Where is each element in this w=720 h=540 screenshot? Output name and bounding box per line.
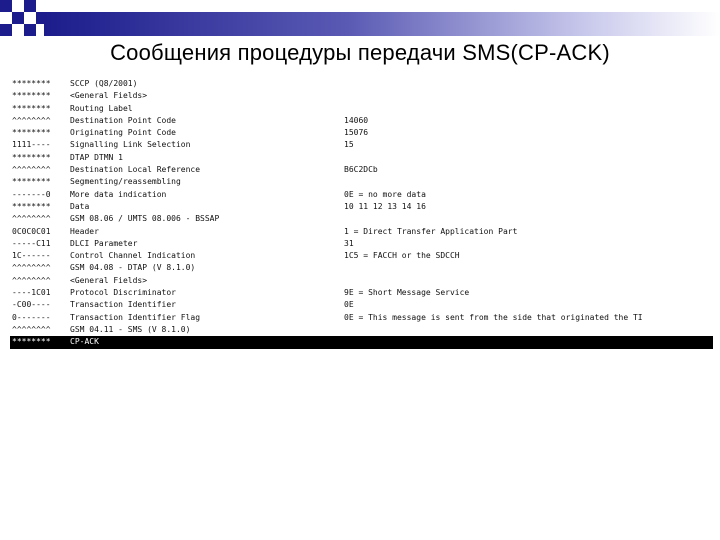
header-decoration: [0, 0, 720, 36]
trace-bits: ^^^^^^^^: [12, 214, 51, 224]
trace-bits: -----C11: [12, 238, 51, 248]
trace-bits: 1111----: [12, 140, 51, 150]
trace-bits: ********: [12, 337, 51, 347]
trace-field: Header: [70, 226, 99, 236]
trace-field: Transaction Identifier Flag: [70, 312, 201, 322]
trace-bits: ^^^^^^^^: [12, 165, 51, 175]
trace-row[interactable]: [10, 176, 713, 188]
trace-bits: ********: [12, 79, 51, 88]
trace-field: CP-ACK: [70, 337, 99, 347]
trace-row[interactable]: [10, 139, 713, 151]
trace-bits: 1C------: [12, 251, 51, 261]
trace-row[interactable]: [10, 262, 713, 274]
trace-bits: -------0: [12, 189, 51, 199]
trace-value: 15: [344, 140, 354, 150]
trace-field: <General Fields>: [70, 275, 148, 285]
trace-bits: ^^^^^^^^: [12, 115, 51, 125]
trace-bits: ^^^^^^^^: [12, 324, 51, 334]
trace-value: 15076: [344, 128, 369, 138]
trace-row[interactable]: [10, 90, 713, 102]
decor-square: [12, 12, 24, 24]
trace-row[interactable]: [10, 275, 713, 287]
trace-field: Originating Point Code: [70, 128, 176, 138]
trace-field: Destination Local Reference: [70, 165, 201, 175]
trace-bits: ********: [12, 103, 51, 113]
trace-row[interactable]: [10, 115, 713, 127]
trace-row[interactable]: [10, 201, 713, 213]
trace-field: More data indication: [70, 189, 167, 199]
trace-value: B6C2DCb: [344, 165, 378, 175]
trace-row[interactable]: [10, 287, 713, 299]
trace-bits: ^^^^^^^^: [12, 275, 51, 285]
trace-value: 31: [344, 238, 354, 248]
trace-bits: -C00----: [12, 300, 51, 310]
trace-value: 0E = This message is sent from the side that originated the TI: [344, 312, 643, 322]
trace-field: GSM 04.08 - DTAP (V 8.1.0): [70, 263, 196, 273]
trace-bits: 0C0C0C01: [12, 226, 51, 236]
trace-row[interactable]: [10, 78, 713, 90]
trace-row-selected[interactable]: [10, 336, 713, 348]
trace-value: 0E: [344, 300, 354, 310]
trace-value: 0E = no more data: [344, 189, 426, 199]
trace-row[interactable]: [10, 299, 713, 311]
trace-bits: ********: [12, 177, 51, 187]
trace-field: GSM 08.06 / UMTS 08.006 - BSSAP: [70, 214, 220, 224]
trace-field: Protocol Discriminator: [70, 288, 176, 298]
trace-value: 10 11 12 13 14 16: [344, 201, 426, 211]
trace-bits: 0-------: [12, 312, 51, 322]
trace-row[interactable]: [10, 152, 713, 164]
decor-square: [24, 24, 36, 36]
slide-title: Сообщения процедуры передачи SMS(CP-ACK): [110, 40, 610, 65]
trace-field: DLCI Parameter: [70, 238, 138, 248]
trace-bits: ^^^^^^^^: [12, 263, 51, 273]
trace-row[interactable]: [10, 324, 713, 336]
decor-square: [24, 0, 36, 12]
trace-row[interactable]: [10, 312, 713, 324]
trace-row[interactable]: [10, 226, 713, 238]
trace-bits: ********: [12, 152, 51, 162]
gradient-band: [44, 12, 720, 36]
trace-value: 1C5 = FACCH or the SDCCH: [344, 251, 460, 261]
trace-bits: ********: [12, 201, 51, 211]
trace-bits: ----1C01: [12, 288, 51, 298]
trace-field: Destination Point Code: [70, 115, 176, 125]
trace-field: Segmenting/reassembling: [70, 177, 181, 187]
trace-field: GSM 04.11 - SMS (V 8.1.0): [70, 324, 191, 334]
trace-value: 9E = Short Message Service: [344, 288, 470, 298]
trace-row[interactable]: [10, 127, 713, 139]
trace-row[interactable]: [10, 213, 713, 225]
trace-row[interactable]: [10, 103, 713, 115]
trace-field: Control Channel Indication: [70, 251, 196, 261]
decor-square: [0, 0, 12, 12]
decor-square: [0, 24, 12, 36]
trace-row[interactable]: [10, 189, 713, 201]
trace-row[interactable]: [10, 250, 713, 262]
trace-value: 14060: [344, 115, 369, 125]
trace-field: Routing Label: [70, 103, 133, 113]
trace-row[interactable]: [10, 164, 713, 176]
trace-field: DTAP DTMN 1: [70, 152, 123, 162]
trace-field: Signalling Link Selection: [70, 140, 191, 150]
trace-row[interactable]: [10, 238, 713, 250]
trace-bits: ********: [12, 128, 51, 138]
trace-field: SCCP (Q8/2001): [70, 79, 138, 88]
protocol-decode-panel[interactable]: [10, 78, 713, 347]
trace-field: <General Fields>: [70, 91, 148, 101]
trace-field: Data: [70, 201, 90, 211]
trace-bits: ********: [12, 91, 51, 101]
trace-field: Transaction Identifier: [70, 300, 176, 310]
trace-value: 1 = Direct Transfer Application Part: [344, 226, 518, 236]
